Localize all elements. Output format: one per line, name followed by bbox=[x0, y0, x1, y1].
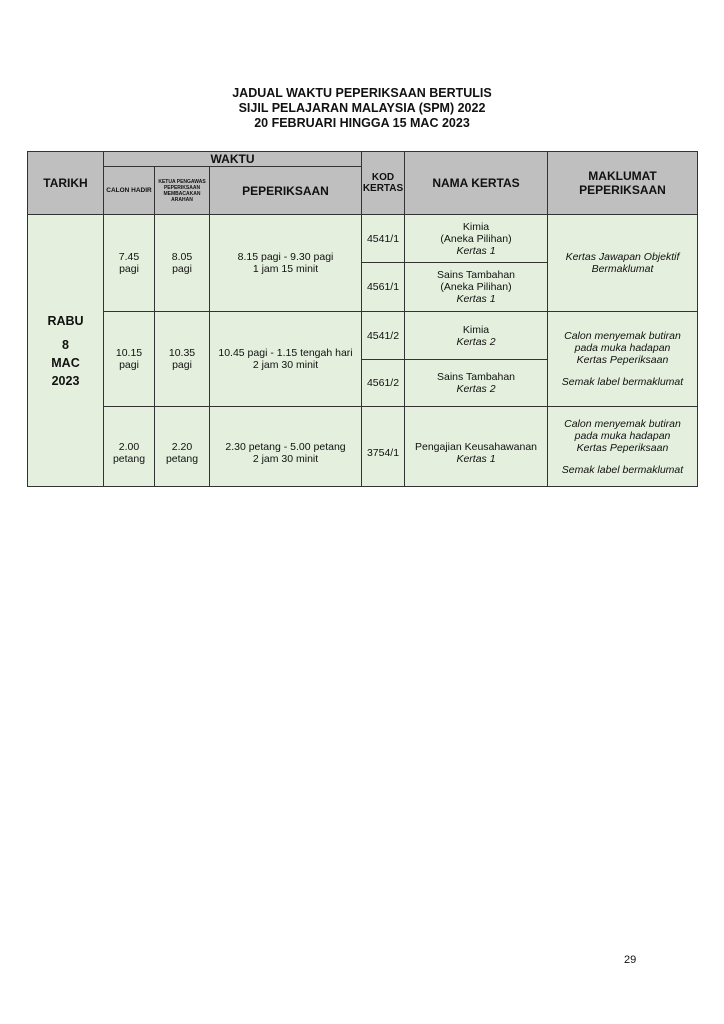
date-day: RABU bbox=[47, 313, 84, 328]
table-row bbox=[28, 312, 698, 360]
time-value: 10.15 bbox=[115, 347, 143, 359]
time-value: 2.00 bbox=[118, 440, 140, 453]
title-line-1: JADUAL WAKTU PEPERIKSAAN BERTULIS bbox=[232, 86, 492, 100]
info-line: Kertas Jawapan Objektif bbox=[565, 251, 680, 263]
paper-name: Sains Tambahan bbox=[436, 269, 516, 281]
date-year: 2023 bbox=[51, 373, 80, 388]
exam-time-range: 8.15 pagi - 9.30 pagi bbox=[237, 251, 334, 263]
calon-hadir-cell bbox=[104, 312, 155, 407]
maklumat-cell bbox=[548, 407, 698, 487]
time-period: petang bbox=[112, 452, 146, 465]
nama-kertas-cell bbox=[405, 407, 548, 487]
kod-kertas-cell: 4541/1 bbox=[362, 215, 405, 263]
info-line: pada muka hadapan bbox=[574, 429, 671, 442]
nama-kertas-cell bbox=[405, 263, 548, 312]
time-period: pagi bbox=[119, 359, 139, 371]
info-line: Kertas Peperiksaan bbox=[576, 354, 669, 366]
paper-name: Pengajian Keusahawanan bbox=[414, 440, 538, 453]
time-period: pagi bbox=[172, 359, 192, 371]
maklumat-cell bbox=[548, 215, 698, 312]
kod-kertas-cell bbox=[362, 407, 405, 487]
exam-duration: 1 jam 15 minit bbox=[252, 263, 319, 275]
peperiksaan-cell bbox=[210, 407, 362, 487]
kod-kertas-cell: 4561/1 bbox=[362, 263, 405, 312]
header-calon-hadir: CALON HADIR bbox=[104, 167, 155, 215]
header-kod-kertas-text: KOD KERTAS bbox=[362, 172, 404, 194]
table-row bbox=[28, 407, 698, 487]
ketua-cell bbox=[155, 312, 210, 407]
paper-number: Kertas 1 bbox=[456, 244, 496, 257]
date-number: 8 bbox=[62, 337, 69, 352]
paper-name: Sains Tambahan bbox=[436, 371, 516, 383]
calon-hadir-cell bbox=[104, 407, 155, 487]
time-period: pagi bbox=[119, 263, 139, 275]
kod-kertas-cell: 4541/2 bbox=[362, 312, 405, 360]
time-value: 10.35 bbox=[168, 347, 196, 359]
nama-kertas-cell bbox=[405, 312, 548, 360]
time-value: 7.45 bbox=[118, 251, 140, 263]
paper-number: Kertas 2 bbox=[456, 383, 496, 395]
peperiksaan-cell bbox=[210, 215, 362, 312]
header-kod-kertas bbox=[362, 152, 405, 215]
time-value: 8.05 bbox=[171, 251, 193, 263]
paper-name: Kimia bbox=[462, 323, 490, 336]
exam-duration: 2 jam 30 minit bbox=[252, 359, 319, 371]
exam-schedule-table bbox=[27, 151, 698, 487]
time-period: pagi bbox=[172, 263, 192, 275]
header-peperiksaan: PEPERIKSAAN bbox=[210, 167, 362, 215]
date-month: MAC bbox=[51, 355, 80, 370]
exam-time-range: 10.45 pagi - 1.15 tengah hari bbox=[218, 347, 353, 359]
paper-number: Kertas 2 bbox=[456, 335, 496, 348]
info-line: Semak label bermaklumat bbox=[561, 376, 684, 388]
paper-subtitle: (Aneka Pilihan) bbox=[440, 281, 512, 293]
kod-kertas-cell: 4561/2 bbox=[362, 360, 405, 407]
title-line-3: 20 FEBRUARI HINGGA 15 MAC 2023 bbox=[254, 116, 470, 130]
info-line: Semak label bermaklumat bbox=[561, 463, 684, 476]
info-line: Kertas Peperiksaan bbox=[576, 441, 669, 454]
nama-kertas-cell bbox=[405, 215, 548, 263]
peperiksaan-cell bbox=[210, 312, 362, 407]
paper-subtitle: (Aneka Pilihan) bbox=[440, 232, 512, 245]
header-tarikh: TARIKH bbox=[28, 152, 104, 215]
page-number: 29 bbox=[624, 954, 637, 966]
time-period: petang bbox=[165, 452, 199, 465]
paper-number: Kertas 1 bbox=[456, 293, 496, 305]
table-row bbox=[28, 215, 698, 263]
paper-number: Kertas 1 bbox=[456, 452, 496, 465]
info-line: Calon menyemak butiran bbox=[564, 330, 681, 342]
maklumat-cell bbox=[548, 312, 698, 407]
document-title bbox=[0, 86, 724, 131]
header-ketua-pengawas: KETUA PENGAWAS PEPERIKSAAN MEMBACAKAN ARAHAN bbox=[155, 167, 210, 215]
ketua-cell bbox=[155, 407, 210, 487]
time-value: 2.20 bbox=[171, 440, 193, 453]
exam-time-range: 2.30 petang - 5.00 petang bbox=[225, 440, 346, 453]
header-waktu: WAKTU bbox=[104, 152, 362, 167]
paper-name: Kimia bbox=[462, 220, 490, 233]
nama-kertas-cell bbox=[405, 360, 548, 407]
title-line-2: SIJIL PELAJARAN MALAYSIA (SPM) 2022 bbox=[238, 101, 486, 115]
ketua-cell bbox=[155, 215, 210, 312]
info-line: Calon menyemak butiran bbox=[564, 417, 681, 430]
calon-hadir-cell bbox=[104, 215, 155, 312]
paper-code: 3754/1 bbox=[366, 446, 400, 459]
header-maklumat: MAKLUMAT PEPERIKSAAN bbox=[548, 152, 698, 215]
info-line: pada muka hadapan bbox=[574, 342, 671, 354]
header-nama-kertas: NAMA KERTAS bbox=[405, 152, 548, 215]
exam-duration: 2 jam 30 minit bbox=[252, 452, 319, 465]
info-line: Bermaklumat bbox=[591, 263, 654, 275]
date-cell bbox=[28, 215, 104, 487]
